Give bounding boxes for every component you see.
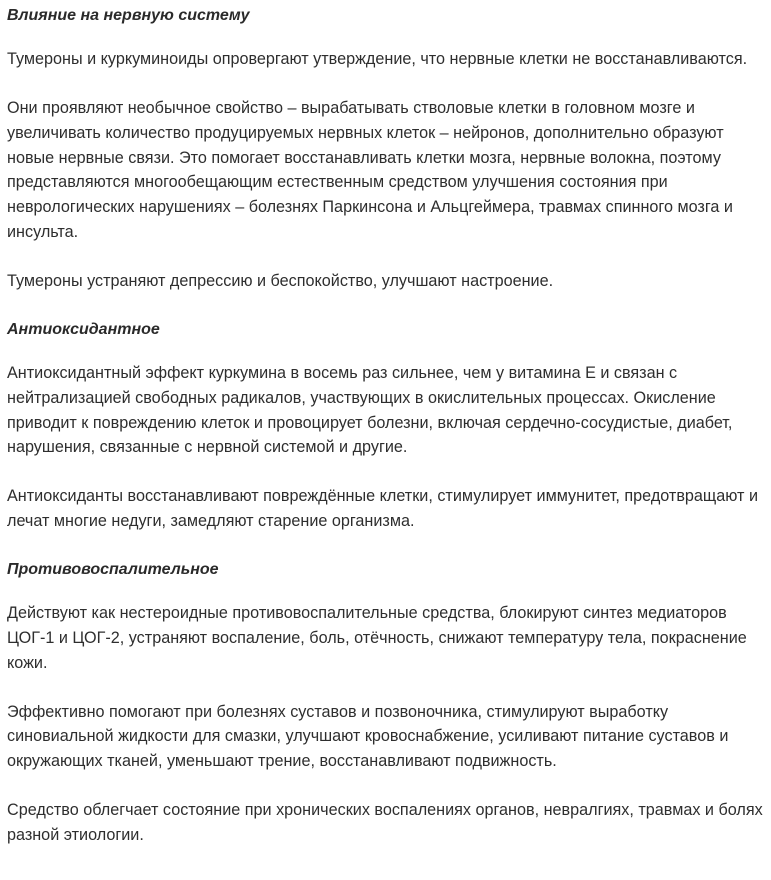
paragraph: Эффективно помогают при болезнях суставов и позвоночника, стимулируют выработку синовиальной жидкости для смазки, улучшают кровоснабжение, усиливают питание суставов и окружающих тканей, уменьшают трение, восстанавливают подвижность. [7, 702, 729, 771]
paragraph: Тумероны устраняют депрессию и беспокойство, улучшают настроение. [7, 271, 554, 290]
article-body [0, 4, 771, 848]
section-heading-antioxidant: Антиоксидантное [7, 320, 160, 338]
paragraph: Они проявляют необычное свойство – вырабатывать стволовые клетки в головном мозге и увеличивать количество продуцируемых нервных клеток – нейронов, дополнительно образуют новые нервные связи. Это помогает восстанавливать клетки мозга, нервные волокна, поэтому представляются многообещающим естественным средством улучшения состояния при неврологических нарушениях – болезнях Паркинсона и Альцгеймера, травмах спинного мозга и инсульта. [7, 98, 733, 241]
paragraph: Антиоксидантный эффект куркумина в восемь раз сильнее, чем у витамина Е и связан с нейтрализацией свободных радикалов, участвующих в окислительных процессах. Окисление приводит к повреждению клеток и провоцирует болезни, включая сердечно-сосудистые, диабет, нарушения, связанные с нервной системой и другие. [7, 363, 733, 457]
paragraph: Действуют как нестероидные противовоспалительные средства, блокируют синтез медиаторов ЦОГ-1 и ЦОГ-2, устраняют воспаление, боль, отёчность, снижают температуру тела, покраснение кожи. [7, 604, 747, 672]
section-heading-nervous-system: Влияние на нервную систему [7, 7, 250, 24]
section-heading-anti-inflammatory: Противовоспалительное [7, 561, 219, 579]
paragraph: Антиоксиданты восстанавливают повреждённые клетки, стимулирует иммунитет, предотвращают и лечат многие недуги, замедляют старение организма. [7, 487, 758, 531]
paragraph: Средство облегчает состояние при хронических воспалениях органов, невралгиях, травмах и болях разной этиологии. [7, 801, 763, 845]
paragraph: Тумероны и куркуминоиды опровергают утверждение, что нервные клетки не восстанавливаются. [7, 50, 748, 68]
